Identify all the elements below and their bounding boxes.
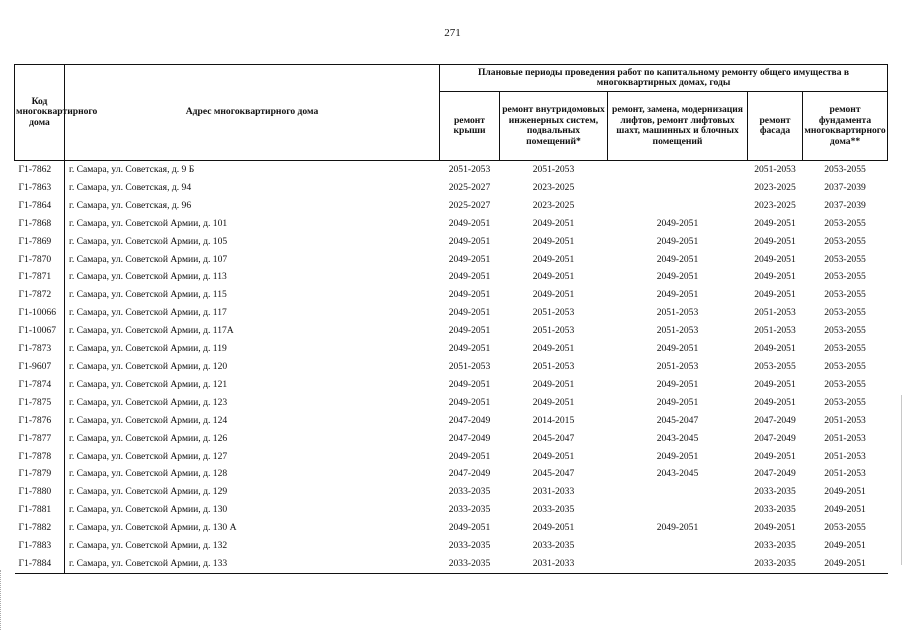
cell-facade: 2053-2055 <box>754 360 796 372</box>
cell-systems: 2023-2025 <box>532 199 575 211</box>
cell-roof: 2049-2051 <box>448 522 491 534</box>
cell-systems: 2049-2051 <box>532 343 575 355</box>
cell-roof: 2033-2035 <box>448 504 491 516</box>
table-row <box>15 233 888 251</box>
cell-foundation: 2053-2055 <box>824 360 866 372</box>
header-foundation: ремонт фундамента многоквартирного дома** <box>803 92 888 161</box>
table-row <box>15 251 888 269</box>
cell-foundation: 2053-2055 <box>824 343 866 355</box>
cell-foundation: 2053-2055 <box>824 217 866 229</box>
header-systems: ремонт внутридомовых инженерных систем, подвальных помещений* <box>500 92 608 161</box>
cell-roof: 2049-2051 <box>448 217 491 229</box>
capital-repair-table <box>14 64 888 574</box>
cell-foundation: 2051-2053 <box>824 468 866 480</box>
cell-code: Г1-7872 <box>15 286 65 304</box>
table-row <box>15 268 888 286</box>
table-row <box>15 340 888 358</box>
cell-address: г. Самара, ул. Советской Армии, д. 132 <box>69 540 228 552</box>
cell-address: г. Самара, ул. Советской Армии, д. 129 <box>69 486 228 498</box>
cell-roof: 2049-2051 <box>448 289 491 301</box>
cell-systems: 2014-2015 <box>532 414 575 426</box>
cell-address: г. Самара, ул. Советской Армии, д. 128 <box>69 468 228 480</box>
cell-code: Г1-7869 <box>15 233 65 251</box>
cell-roof: 2025-2027 <box>448 199 491 211</box>
cell-facade: 2049-2051 <box>754 396 796 408</box>
cell-facade: 2051-2053 <box>754 307 796 319</box>
cell-roof: 2033-2035 <box>448 486 491 498</box>
cell-foundation: 2053-2055 <box>824 522 866 534</box>
cell-facade: 2047-2049 <box>754 414 796 426</box>
cell-elevators: 2051-2053 <box>656 360 699 372</box>
cell-foundation: 2053-2055 <box>824 325 866 337</box>
table-row <box>15 555 888 573</box>
cell-address: г. Самара, ул. Советской Армии, д. 101 <box>69 217 228 229</box>
cell-systems: 2049-2051 <box>532 271 575 283</box>
cell-facade: 2051-2053 <box>754 325 796 337</box>
cell-address: г. Самара, ул. Советской Армии, д. 133 <box>65 555 440 573</box>
cell-facade: 2033-2035 <box>748 555 803 573</box>
cell-address: г. Самара, ул. Советской Армии, д. 105 <box>69 235 228 247</box>
cell-elevators: 2049-2051 <box>656 289 699 301</box>
cell-facade: 2049-2051 <box>754 217 796 229</box>
table-row <box>15 537 888 555</box>
cell-elevators <box>608 555 748 573</box>
cell-facade: 2049-2051 <box>754 450 796 462</box>
cell-elevators: 2049-2051 <box>656 271 699 283</box>
cell-foundation: 2053-2055 <box>824 235 866 247</box>
cell-systems: 2049-2051 <box>532 396 575 408</box>
header-periods: Плановые периоды проведения работ по капитальному ремонту общего имущества в многоквартирных домах, годы <box>440 65 888 92</box>
cell-systems: 2033-2035 <box>532 504 575 516</box>
cell-elevators: 2043-2045 <box>656 468 699 480</box>
header-roof: ремонт крыши <box>440 92 500 161</box>
cell-address: г. Самара, ул. Советской Армии, д. 124 <box>69 414 228 426</box>
table-row <box>15 322 888 340</box>
cell-foundation: 2049-2051 <box>824 540 866 552</box>
cell-foundation: 2049-2051 <box>803 555 888 573</box>
table-row <box>15 179 888 197</box>
cell-code: Г1-7883 <box>15 537 65 555</box>
cell-code: Г1-7878 <box>15 448 65 466</box>
cell-roof: 2049-2051 <box>448 235 491 247</box>
cell-roof: 2049-2051 <box>448 325 491 337</box>
table-row <box>15 412 888 430</box>
table-row <box>15 304 888 322</box>
cell-roof: 2047-2049 <box>448 414 491 426</box>
cell-elevators <box>608 483 748 501</box>
cell-systems: 2033-2035 <box>532 540 575 552</box>
cell-systems: 2049-2051 <box>532 378 575 390</box>
table-row <box>15 465 888 483</box>
cell-address: г. Самара, ул. Советской Армии, д. 127 <box>69 450 228 462</box>
cell-systems: 2049-2051 <box>532 450 575 462</box>
table-row <box>15 501 888 519</box>
cell-code: Г1-10067 <box>15 322 65 340</box>
cell-elevators <box>608 161 748 179</box>
cell-code: Г1-7871 <box>15 268 65 286</box>
cell-systems: 2031-2033 <box>500 555 608 573</box>
table-row <box>15 519 888 537</box>
cell-roof: 2049-2051 <box>448 450 491 462</box>
cell-elevators: 2049-2051 <box>656 450 699 462</box>
cell-systems: 2045-2047 <box>532 432 575 444</box>
cell-facade: 2049-2051 <box>754 235 796 247</box>
cell-elevators: 2049-2051 <box>656 396 699 408</box>
cell-address: г. Самара, ул. Советской Армии, д. 123 <box>69 396 228 408</box>
cell-foundation: 2053-2055 <box>824 253 866 265</box>
cell-code: Г1-7880 <box>15 483 65 501</box>
cell-foundation: 2049-2051 <box>824 486 866 498</box>
table-row <box>15 394 888 412</box>
cell-roof: 2049-2051 <box>448 396 491 408</box>
cell-systems: 2049-2051 <box>532 522 575 534</box>
cell-systems: 2051-2053 <box>532 325 575 337</box>
cell-code: Г1-7874 <box>15 376 65 394</box>
cell-foundation: 2051-2053 <box>824 432 866 444</box>
cell-roof: 2033-2035 <box>440 555 500 573</box>
cell-address: г. Самара, ул. Советской Армии, д. 117А <box>69 325 234 337</box>
table-row <box>15 286 888 304</box>
cell-foundation: 2053-2055 <box>824 164 866 175</box>
cell-elevators <box>608 537 748 555</box>
cell-elevators: 2051-2053 <box>656 307 699 319</box>
cell-code: Г1-7876 <box>15 412 65 430</box>
cell-roof: 2047-2049 <box>448 432 491 444</box>
cell-code: Г1-7870 <box>15 251 65 269</box>
cell-roof: 2033-2035 <box>448 540 491 552</box>
cell-systems: 2045-2047 <box>532 468 575 480</box>
cell-systems: 2031-2033 <box>532 486 575 498</box>
cell-foundation: 2051-2053 <box>824 414 866 426</box>
cell-code: Г1-7873 <box>15 340 65 358</box>
cell-code: Г1-7884 <box>15 555 65 573</box>
cell-elevators <box>608 179 748 197</box>
cell-roof: 2051-2053 <box>448 164 491 175</box>
cell-address: г. Самара, ул. Советской Армии, д. 113 <box>69 271 227 283</box>
cell-facade: 2047-2049 <box>754 468 796 480</box>
cell-roof: 2049-2051 <box>448 378 491 390</box>
cell-foundation: 2037-2039 <box>824 181 866 193</box>
cell-roof: 2049-2051 <box>448 271 491 283</box>
header-elevators: ремонт, замена, модернизация лифтов, ремонт лифтовых шахт, машинных и блочных помещений <box>608 92 748 161</box>
cell-elevators: 2043-2045 <box>656 432 699 444</box>
cell-systems: 2049-2051 <box>532 289 575 301</box>
cell-facade: 2049-2051 <box>754 522 796 534</box>
cell-elevators: 2049-2051 <box>656 235 699 247</box>
cell-elevators: 2049-2051 <box>656 217 699 229</box>
cell-facade: 2033-2035 <box>754 540 796 552</box>
table-row <box>15 376 888 394</box>
cell-elevators: 2051-2053 <box>656 325 699 337</box>
cell-code: Г1-7864 <box>15 197 65 215</box>
cell-systems: 2051-2053 <box>532 164 575 175</box>
cell-foundation: 2053-2055 <box>824 289 866 301</box>
cell-address: г. Самара, ул. Советской Армии, д. 130 <box>69 504 228 516</box>
cell-systems: 2051-2053 <box>532 307 575 319</box>
cell-code: Г1-7879 <box>15 465 65 483</box>
cell-facade: 2033-2035 <box>754 486 796 498</box>
cell-foundation: 2053-2055 <box>824 271 866 283</box>
cell-code: Г1-7882 <box>15 519 65 537</box>
cell-foundation: 2049-2051 <box>824 504 866 516</box>
cell-systems: 2049-2051 <box>532 253 575 265</box>
cell-address: г. Самара, ул. Советская, д. 9 Б <box>69 164 195 175</box>
cell-address: г. Самара, ул. Советской Армии, д. 130 А <box>69 522 237 534</box>
cell-address: г. Самара, ул. Советской Армии, д. 117 <box>69 307 227 319</box>
cell-address: г. Самара, ул. Советской Армии, д. 115 <box>69 289 227 301</box>
cell-roof: 2049-2051 <box>448 253 491 265</box>
table-body <box>15 161 888 574</box>
cell-systems: 2049-2051 <box>532 235 575 247</box>
cell-address: г. Самара, ул. Советской Армии, д. 107 <box>69 253 228 265</box>
cell-systems: 2051-2053 <box>532 360 575 372</box>
cell-address: г. Самара, ул. Советская, д. 94 <box>69 181 192 193</box>
cell-roof: 2025-2027 <box>448 181 491 193</box>
cell-code: Г1-7863 <box>15 179 65 197</box>
cell-address: г. Самара, ул. Советской Армии, д. 126 <box>69 432 228 444</box>
cell-facade: 2049-2051 <box>754 253 796 265</box>
cell-code: Г1-7868 <box>15 215 65 233</box>
cell-foundation: 2053-2055 <box>824 396 866 408</box>
table-row <box>15 430 888 448</box>
cell-systems: 2023-2025 <box>532 181 575 193</box>
cell-elevators <box>608 197 748 215</box>
cell-facade: 2049-2051 <box>754 289 796 301</box>
cell-code: Г1-7862 <box>15 161 65 179</box>
cell-elevators: 2049-2051 <box>656 253 699 265</box>
cell-facade: 2051-2053 <box>754 164 796 175</box>
header-address: Адрес многоквартирного дома <box>65 65 440 161</box>
cell-elevators <box>608 501 748 519</box>
cell-foundation: 2051-2053 <box>824 450 866 462</box>
cell-address: г. Самара, ул. Советской Армии, д. 121 <box>69 378 228 390</box>
scan-edge-marks-right <box>901 395 904 565</box>
cell-roof: 2051-2053 <box>448 360 491 372</box>
cell-foundation: 2037-2039 <box>824 199 866 211</box>
cell-facade: 2047-2049 <box>754 432 796 444</box>
scan-edge-marks-left <box>0 570 5 630</box>
cell-roof: 2047-2049 <box>448 468 491 480</box>
table-row <box>15 448 888 466</box>
cell-systems: 2049-2051 <box>532 217 575 229</box>
table-row <box>15 197 888 215</box>
cell-roof: 2049-2051 <box>448 307 491 319</box>
cell-code: Г1-10066 <box>15 304 65 322</box>
table-row <box>15 358 888 376</box>
cell-code: Г1-7881 <box>15 501 65 519</box>
cell-code: Г1-9607 <box>15 358 65 376</box>
cell-roof: 2049-2051 <box>448 343 491 355</box>
header-facade: ремонт фасада <box>748 92 803 161</box>
cell-foundation: 2053-2055 <box>824 378 866 390</box>
cell-address: г. Самара, ул. Советской Армии, д. 120 <box>69 360 228 372</box>
cell-elevators: 2045-2047 <box>656 414 699 426</box>
cell-address: г. Самара, ул. Советской Армии, д. 119 <box>69 343 227 355</box>
cell-facade: 2033-2035 <box>754 504 796 516</box>
cell-facade: 2049-2051 <box>754 343 796 355</box>
cell-facade: 2049-2051 <box>754 271 796 283</box>
cell-elevators: 2049-2051 <box>656 378 699 390</box>
page-number: 271 <box>444 27 461 39</box>
cell-elevators: 2049-2051 <box>656 522 699 534</box>
cell-facade: 2023-2025 <box>754 199 796 211</box>
cell-code: Г1-7877 <box>15 430 65 448</box>
cell-address: г. Самара, ул. Советская, д. 96 <box>69 199 192 211</box>
cell-facade: 2023-2025 <box>754 181 796 193</box>
table-row <box>15 483 888 501</box>
cell-code: Г1-7875 <box>15 394 65 412</box>
cell-facade: 2049-2051 <box>754 378 796 390</box>
table-row <box>15 215 888 233</box>
cell-elevators: 2049-2051 <box>656 343 699 355</box>
header-code: Код многоквартирного дома <box>15 65 65 161</box>
table-row <box>15 161 888 179</box>
cell-foundation: 2053-2055 <box>824 307 866 319</box>
